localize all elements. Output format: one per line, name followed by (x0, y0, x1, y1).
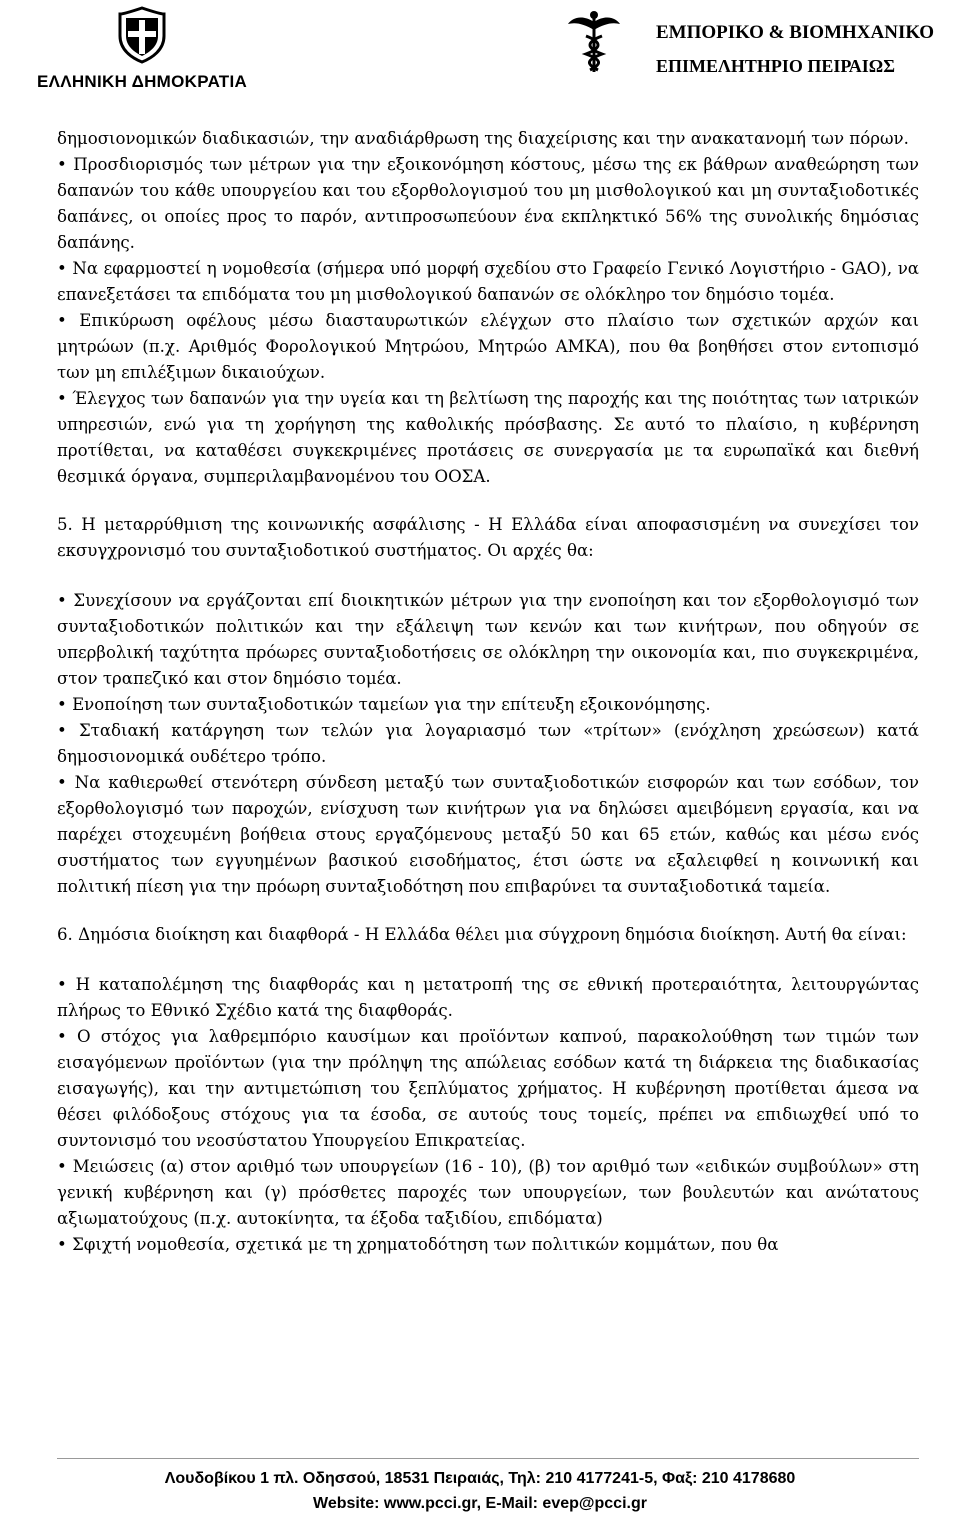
bullet-item: • Σταδιακή κατάργηση των τελών για λογαριασμό των «τρίτων» (ενόχληση χρεώσεων) κατά δημοσιονομικά ουδέτερο τρόπο. (57, 718, 919, 770)
bullet-item: • Να καθιερωθεί στενότερη σύνδεση μεταξύ των συνταξιοδοτικών εισφορών και των εσόδων, τον εξορθολογισμό των παροχών, ενίσχυση των κινήτρων για να δηλώσει αμειβόμενη εργασία, και να παρέχει στοχευμένη βοήθεια στους εργαζόμενους μεταξύ 50 και 65 ετών, καθώς και μέσω ενός συστήματος των εγγυημένων βασικού εισοδήματος, έτσι ώστε να εξαλειφθεί η κοινωνική και πολιτική πίεση για την πρόωρη συνταξιοδότηση που επιβαρύνει τα συνταξιοδοτικά ταμεία. (57, 770, 919, 900)
bullet-item: • Προσδιορισμός των μέτρων για την εξοικονόμηση κόστους, μέσω της εκ βάθρων αναθεώρηση των δαπανών του κάθε υπουργείου και του εξορθολογισμού του μη μισθολογικού και μη συνταξιοδοτικές δαπάνες, οι οποίες προς το παρόν, αντιπροσωπεύουν ένα εκπληκτικό 56% της συνολικής δημόσιας δαπάνης. (57, 152, 919, 256)
footer-address: Λουδοβίκου 1 πλ. Οδησσού, 18531 Πειραιάς, Τηλ: 210 4177241-5, Φαξ: 210 4178680 (164, 1470, 796, 1487)
footer-contact: Website: www.pcci.gr, E-Mail: evep@pcci.gr (313, 1495, 647, 1512)
paragraph: δημοσιονομικών διαδικασιών, την αναδιάρθρωση της διαχείρισης και την ανακατανομή των πόρων. (57, 129, 909, 148)
section-heading-paragraph: 5. Η μεταρρύθμιση της κοινωνικής ασφάλισης - Η Ελλάδα είναι αποφασισμένη να συνεχίσει τον εκσυγχρονισμό του συνταξιοδοτικού συστήματος. Οι αρχές θα: (57, 515, 919, 560)
footer-divider (57, 1458, 919, 1459)
header-right-title-1: ΕΜΠΟΡΙΚΟ & ΒΙΟΜΗΧΑΝΙΚΟ (656, 22, 935, 43)
document-body (57, 126, 919, 1258)
section-heading-paragraph: 6. Δημόσια διοίκηση και διαφθορά - Η Ελλάδα θέλει μια σύγχρονη δημόσια διοίκηση. Αυτή θα είναι: (57, 925, 907, 944)
bullet-item: • Η καταπολέμηση της διαφθοράς και η μετατροπή της σε εθνική προτεραιότητα, λειτουργώντας πλήρως το Εθνικό Σχέδιο κατά της διαφθοράς. (57, 972, 919, 1024)
bullet-item: • Ο στόχος για λαθρεμπόριο καυσίμων και προϊόντων καπνού, παρακολούθηση των τιμών των εισαγόμενων προϊόντων (για την πρόληψη της απώλειας εσόδων κατά τη διάρκεια της διαδικασίας εισαγωγής), και την αντιμετώπιση του ξεπλύματος χρήματος. Η κυβέρνηση προτίθεται άμεσα να θέσει φιλόδοξους στόχους για τα έσοδα, σε αυτούς τους τομείς, πρέπει να επιδιωχθεί υπό το συντονισμό του νεοσύστατου Υπουργείου Επικρατείας. (57, 1024, 919, 1154)
caduceus-logo-icon (566, 8, 622, 74)
bullet-item: • Να εφαρμοστεί η νομοθεσία (σήμερα υπό μορφή σχεδίου στο Γραφείο Γενικό Λογιστήριο - GAO), να επανεξετάσει τα επιδόματα του μη μισθολογικού δαπανών σε ολόκληρο τον δημόσιο τομέα. (57, 256, 919, 308)
page-header (0, 0, 960, 110)
header-left-title: ΕΛΛΗΝΙΚΗ ΔΗΜΟΚΡΑΤΙΑ (36, 72, 248, 91)
header-left (22, 6, 262, 92)
bullet-item: • Ενοποίηση των συνταξιοδοτικών ταμείων για την επίτευξη εξοικονόμησης. (57, 692, 919, 718)
header-right-title-2: ΕΠΙΜΕΛΗΤΗΡΙΟ ΠΕΙΡΑΙΩΣ (656, 56, 895, 76)
bullet-item: • Έλεγχος των δαπανών για την υγεία και τη βελτίωση της παροχής και της ποιότητας των ιατρικών υπηρεσιών, ενώ για τη χορήγηση της καθολικής πρόσβασης. Σε αυτό το πλαίσιο, η κυβέρνηση προτίθεται, να καταθέσει συγκεκριμένες προτάσεις σε συνεργασία με τα ευρωπαϊκά και διεθνή θεσμικά όργανα, συμπεριλαμβανομένου του ΟΟΣΑ. (57, 386, 919, 490)
bullet-item: • Μειώσεις (α) στον αριθμό των υπουργείων (16 - 10), (β) τον αριθμό των «ειδικών συμβούλων» στη γενική κυβέρνηση και (γ) πρόσθετες παροχές των υπουργείων, των βουλευτών και ανώτατους αξιωματούχους (π.χ. αυτοκίνητα, τα έξοδα ταξιδίου, επιδόματα) (57, 1154, 919, 1232)
bullet-item: • Σφιχτή νομοθεσία, σχετικά με τη χρηματοδότηση των πολιτικών κομμάτων, που θα (57, 1232, 919, 1258)
page-footer (0, 1466, 960, 1516)
greek-coat-of-arms-icon (116, 6, 168, 64)
bullet-item: • Συνεχίσουν να εργάζονται επί διοικητικών μέτρων για την ενοποίηση και τον εξορθολογισμό των συνταξιοδοτικών πολιτικών και την εξάλειψη των κενών και των κινήτρων, που οδηγούν σε υπερβολική ταχύτητα πρόωρες συνταξιοδοτήσεις σε ολόκληρη την οικονομία και, πιο συγκεκριμένα, στον τραπεζικό και στον δημόσιο τομέα. (57, 588, 919, 692)
bullet-item: • Επικύρωση οφέλους μέσω διασταυρωτικών ελέγχων στο πλαίσιο των σχετικών αρχών και μητρώων (π.χ. Αριθμός Φορολογικού Μητρώου, Μητρώο ΑΜΚΑ), που θα βοηθήσει στον εντοπισμό των μη επιλέξιμων δικαιούχων. (57, 308, 919, 386)
